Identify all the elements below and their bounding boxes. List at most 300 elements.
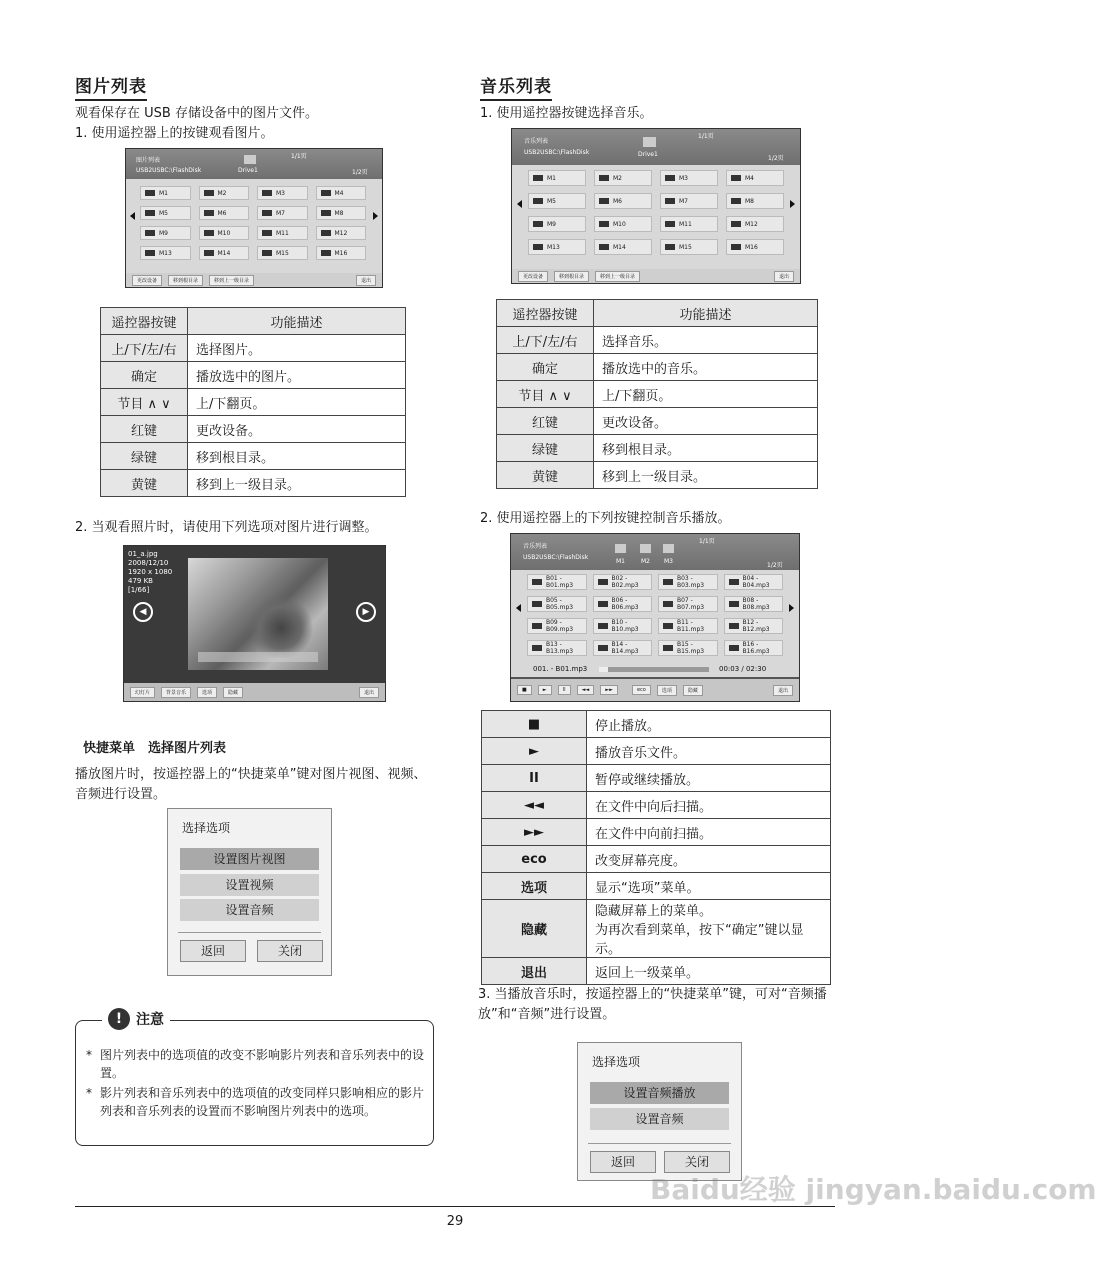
file-item[interactable] bbox=[257, 246, 308, 260]
file-label: M10 bbox=[613, 220, 626, 228]
folder-icon bbox=[533, 244, 543, 250]
file-label: B09 - B09.mp3 bbox=[546, 619, 574, 633]
file-item[interactable] bbox=[199, 186, 250, 200]
table-key: 红键 bbox=[497, 408, 594, 435]
control-row bbox=[482, 873, 831, 900]
music-note-icon bbox=[663, 601, 673, 607]
table-desc: 播放音乐文件。 bbox=[587, 738, 831, 765]
option-picture-view[interactable]: 设置图片视图 bbox=[180, 848, 319, 870]
folder-icon bbox=[321, 190, 331, 196]
shot-path: USB2USBC:\FlashDisk bbox=[523, 554, 589, 561]
bar-button[interactable]: 隐藏 bbox=[223, 687, 243, 698]
table-desc: 播放选中的图片。 bbox=[188, 362, 406, 389]
play-button[interactable]: ► bbox=[538, 685, 552, 695]
file-label: M1 bbox=[547, 174, 556, 182]
intro-text: 观看保存在 USB 存储设备中的图片文件。 bbox=[75, 106, 318, 121]
file-label: B06 - B06.mp3 bbox=[611, 597, 639, 611]
table-key: 上/下/左/右 bbox=[497, 327, 594, 354]
folder-icon bbox=[615, 544, 626, 553]
file-label: M7 bbox=[276, 209, 285, 217]
file-item[interactable] bbox=[658, 574, 718, 590]
control-row bbox=[482, 958, 831, 985]
file-item[interactable] bbox=[257, 186, 308, 200]
key-row bbox=[101, 335, 406, 362]
music-note-icon bbox=[598, 623, 608, 629]
shot-title: 图片列表 bbox=[136, 157, 161, 164]
file-label: M12 bbox=[334, 229, 348, 237]
file-label: B10 - B10.mp3 bbox=[611, 619, 639, 633]
energy-saving-button[interactable]: eco bbox=[632, 685, 651, 695]
file-label: M9 bbox=[159, 229, 168, 237]
file-label: M2 bbox=[217, 189, 227, 197]
file-label: M1 bbox=[159, 189, 168, 197]
file-item[interactable] bbox=[527, 618, 587, 634]
key-table-picture bbox=[100, 307, 406, 497]
key-row bbox=[497, 381, 818, 408]
shot-page-right: 1/2页 bbox=[768, 155, 784, 162]
control-row bbox=[482, 900, 831, 958]
table-desc: 上/下翻页。 bbox=[188, 389, 406, 416]
music-step-1-text: 1. 使用遥控器按键选择音乐。 bbox=[480, 106, 653, 121]
music-note-icon bbox=[532, 601, 542, 607]
file-item[interactable] bbox=[724, 574, 784, 590]
folder-icon bbox=[533, 221, 543, 227]
file-label: M7 bbox=[679, 197, 688, 205]
shot-path: USB2USBC:\FlashDisk bbox=[136, 167, 202, 174]
key-table-music bbox=[496, 299, 818, 489]
folder-icon bbox=[640, 544, 651, 553]
table-desc: 更改设备。 bbox=[594, 408, 818, 435]
shot-title: 音乐列表 bbox=[524, 138, 549, 145]
file-label: M16 bbox=[334, 249, 348, 257]
progress-bar[interactable] bbox=[599, 667, 709, 672]
file-label: M8 bbox=[745, 197, 754, 205]
music-control-bar bbox=[511, 679, 799, 701]
note-item: * 图片列表中的选项值的改变不影响影片列表和音乐列表中的设置。 bbox=[84, 1046, 424, 1082]
file-label: M15 bbox=[679, 243, 692, 251]
folder-icon bbox=[321, 250, 331, 256]
table-desc: 改变屏幕亮度。 bbox=[587, 846, 831, 873]
folder-icon bbox=[731, 175, 741, 181]
file-item[interactable] bbox=[528, 216, 586, 232]
music-note-icon bbox=[729, 623, 739, 629]
table-desc: 移到根目录。 bbox=[594, 435, 818, 462]
key-row bbox=[497, 354, 818, 381]
music-step-3-text: 3. 当播放音乐时，按遥控器上的“快捷菜单”键，可对“音频播放”和“音频”进行设置。 bbox=[478, 987, 827, 1022]
file-item[interactable] bbox=[593, 596, 653, 612]
stop-button[interactable]: ■ bbox=[517, 685, 532, 695]
photo-image bbox=[188, 558, 328, 670]
file-grid bbox=[528, 170, 784, 255]
table-key: 节目 ∧ ∨ bbox=[101, 389, 188, 416]
close-button[interactable]: 关闭 bbox=[664, 1151, 730, 1173]
folder-icon bbox=[204, 190, 214, 196]
table-key: 节目 ∧ ∨ bbox=[497, 381, 594, 408]
shot-page-right: 1/2页 bbox=[767, 562, 783, 569]
option-audio[interactable]: 设置音频 bbox=[180, 899, 319, 921]
options-button[interactable]: 选项 bbox=[657, 685, 677, 696]
key-row bbox=[101, 389, 406, 416]
control-row bbox=[482, 819, 831, 846]
photo-info bbox=[128, 550, 172, 595]
shot-page: 1/1页 bbox=[699, 538, 715, 545]
table-desc: 暂停或继续播放。 bbox=[587, 765, 831, 792]
table-key: ►► bbox=[482, 819, 587, 846]
file-label: M15 bbox=[276, 249, 289, 257]
control-row bbox=[482, 846, 831, 873]
file-item[interactable] bbox=[528, 239, 586, 255]
control-row bbox=[482, 765, 831, 792]
folder-icon bbox=[321, 230, 331, 236]
file-label: M9 bbox=[547, 220, 556, 228]
table-key: 退出 bbox=[482, 958, 587, 985]
warning-icon: ! bbox=[108, 1008, 130, 1030]
folder-icon bbox=[533, 175, 543, 181]
folder-icon bbox=[533, 198, 543, 204]
rewind-button[interactable]: ◄◄ bbox=[577, 685, 595, 695]
file-item[interactable] bbox=[140, 246, 191, 260]
file-label: B16 - B16.mp3 bbox=[742, 641, 770, 655]
file-item[interactable] bbox=[658, 596, 718, 612]
bar-button[interactable]: 选项 bbox=[197, 687, 217, 698]
folder-icon bbox=[204, 210, 214, 216]
music-note-icon bbox=[598, 645, 608, 651]
file-label: M2 bbox=[613, 174, 622, 182]
table-key: 绿键 bbox=[101, 443, 188, 470]
file-item[interactable] bbox=[726, 170, 784, 186]
file-item[interactable] bbox=[528, 193, 586, 209]
control-row bbox=[482, 738, 831, 765]
file-label: B15 - B15.mp3 bbox=[677, 641, 705, 655]
file-label: M14 bbox=[217, 249, 231, 257]
file-label: M11 bbox=[679, 220, 692, 228]
folder-icon bbox=[731, 221, 741, 227]
table-header: 功能描述 bbox=[188, 308, 406, 335]
page-number: 29 bbox=[446, 1214, 464, 1229]
file-item[interactable] bbox=[199, 246, 250, 260]
music-note-icon bbox=[729, 579, 739, 585]
bar-button[interactable]: 移到上一级目录 bbox=[209, 275, 254, 286]
folder-icon bbox=[145, 190, 155, 196]
now-playing: 001. - B01.mp3 bbox=[533, 665, 588, 673]
file-label: M6 bbox=[217, 209, 227, 217]
back-button[interactable]: 返回 bbox=[180, 940, 246, 962]
shot-bottom-bar bbox=[512, 269, 800, 283]
file-label: B13 - B13.mp3 bbox=[546, 641, 574, 655]
folder-icon bbox=[262, 190, 272, 196]
file-item[interactable] bbox=[660, 170, 718, 186]
shot-page: 1/1页 bbox=[291, 153, 307, 160]
table-desc: 在文件中向后扫描。 bbox=[587, 792, 831, 819]
file-label: M8 bbox=[334, 209, 344, 217]
table-header: 遥控器按键 bbox=[101, 308, 188, 335]
file-item[interactable] bbox=[257, 206, 308, 220]
folder-icon bbox=[145, 250, 155, 256]
file-label: M4 bbox=[334, 189, 344, 197]
file-label: M5 bbox=[547, 197, 556, 205]
file-item[interactable] bbox=[724, 640, 784, 656]
table-desc: 返回上一级菜单。 bbox=[587, 958, 831, 985]
folder-label: M2 bbox=[641, 558, 650, 565]
table-key: ◄◄ bbox=[482, 792, 587, 819]
folder-label: M1 bbox=[616, 558, 625, 565]
table-key: 确定 bbox=[497, 354, 594, 381]
file-label: B07 - B07.mp3 bbox=[677, 597, 705, 611]
file-item[interactable] bbox=[660, 193, 718, 209]
control-row bbox=[482, 792, 831, 819]
folder-icon bbox=[599, 175, 609, 181]
bar-button[interactable]: 退出 bbox=[359, 687, 379, 698]
file-item[interactable] bbox=[527, 596, 587, 612]
file-label: M3 bbox=[276, 189, 285, 197]
folder-icon bbox=[599, 221, 609, 227]
folder-icon bbox=[204, 250, 214, 256]
table-desc: 更改设备。 bbox=[188, 416, 406, 443]
key-row bbox=[101, 416, 406, 443]
table-key: 上/下/左/右 bbox=[101, 335, 188, 362]
shot-path: USB2USBC:\FlashDisk bbox=[524, 149, 590, 156]
folder-icon bbox=[262, 210, 272, 216]
folder-icon bbox=[599, 198, 609, 204]
options-dialog-music bbox=[577, 1042, 742, 1181]
note-title: 注意 bbox=[136, 1012, 164, 1028]
key-row bbox=[101, 443, 406, 470]
file-label: B02 - B02.mp3 bbox=[611, 575, 639, 589]
file-item[interactable] bbox=[316, 246, 367, 260]
file-label: M11 bbox=[276, 229, 289, 237]
file-label: B01 - B01.mp3 bbox=[546, 575, 574, 589]
option-audio[interactable]: 设置音频 bbox=[590, 1108, 729, 1130]
left-arrow-icon[interactable] bbox=[130, 212, 135, 220]
note-item: * 影片列表和音乐列表中的选项值的改变同样只影响相应的影片列表和音乐列表的设置而不影响图片列表中的选项。 bbox=[84, 1084, 424, 1120]
file-label: M16 bbox=[745, 243, 758, 251]
option-video[interactable]: 设置视频 bbox=[180, 874, 319, 896]
table-key: II bbox=[482, 765, 587, 792]
folder-icon bbox=[204, 230, 214, 236]
music-note-icon bbox=[532, 645, 542, 651]
file-item[interactable] bbox=[199, 206, 250, 220]
bar-button[interactable]: 更改设备 bbox=[518, 271, 548, 282]
folder-icon bbox=[244, 155, 256, 164]
file-label: M5 bbox=[159, 209, 168, 217]
photo-info-line: 479 KB bbox=[128, 577, 153, 585]
folder-icon bbox=[731, 244, 741, 250]
table-key: 黄键 bbox=[497, 462, 594, 489]
table-desc: 在文件中向前扫描。 bbox=[587, 819, 831, 846]
table-header: 遥控器按键 bbox=[497, 300, 594, 327]
file-label: M12 bbox=[745, 220, 758, 228]
shot-drive: Drive1 bbox=[238, 167, 258, 174]
key-row bbox=[101, 470, 406, 497]
table-key: eco bbox=[482, 846, 587, 873]
step-2-text: 2. 当观看照片时，请使用下列选项对图片进行调整。 bbox=[75, 520, 378, 535]
key-row bbox=[101, 362, 406, 389]
close-button[interactable]: 关闭 bbox=[257, 940, 323, 962]
dialog-title: 选择选项 bbox=[182, 821, 231, 835]
control-table bbox=[481, 710, 831, 985]
folder-icon bbox=[145, 230, 155, 236]
next-arrow-icon[interactable]: ▶ bbox=[356, 602, 376, 622]
file-item[interactable] bbox=[724, 618, 784, 634]
folder-icon bbox=[643, 137, 656, 147]
table-key: 隐藏 bbox=[482, 900, 587, 958]
folder-icon bbox=[262, 250, 272, 256]
previous-arrow-icon[interactable]: ◀ bbox=[133, 602, 153, 622]
control-row bbox=[482, 711, 831, 738]
file-label: B12 - B12.mp3 bbox=[742, 619, 770, 633]
folder-icon bbox=[663, 544, 674, 553]
shot-page: 1/1页 bbox=[698, 133, 714, 140]
bar-button[interactable]: 移到上一级目录 bbox=[595, 271, 640, 282]
folder-icon bbox=[731, 198, 741, 204]
file-item[interactable] bbox=[140, 186, 191, 200]
table-desc: 隐藏屏幕上的菜单。 为再次看到菜单，按下“确定”键以显示。 bbox=[587, 900, 831, 958]
file-grid bbox=[140, 186, 366, 260]
file-label: B03 - B03.mp3 bbox=[677, 575, 705, 589]
file-item[interactable] bbox=[528, 170, 586, 186]
music-note-icon bbox=[598, 579, 608, 585]
file-item[interactable] bbox=[593, 574, 653, 590]
file-item[interactable] bbox=[726, 193, 784, 209]
file-item[interactable] bbox=[594, 216, 652, 232]
hide-button[interactable]: 隐藏 bbox=[683, 685, 703, 696]
file-item[interactable] bbox=[660, 216, 718, 232]
file-item[interactable] bbox=[593, 618, 653, 634]
folder-icon bbox=[665, 175, 675, 181]
table-key: 选项 bbox=[482, 873, 587, 900]
quick-menu-desc: 播放图片时，按遥控器上的“快捷菜单”键对图片视图、视频、音频进行设置。 bbox=[75, 767, 427, 802]
quick-menu-title: 快捷菜单 选择图片列表 bbox=[83, 741, 227, 756]
exit-button[interactable]: 退出 bbox=[773, 685, 793, 696]
shot-title: 音乐列表 bbox=[523, 543, 548, 550]
file-label: B05 - B05.mp3 bbox=[546, 597, 574, 611]
play-time: 00:03 / 02:30 bbox=[719, 665, 767, 673]
music-note-icon bbox=[663, 579, 673, 585]
file-item[interactable] bbox=[660, 239, 718, 255]
table-desc: 上/下翻页。 bbox=[594, 381, 818, 408]
music-note-icon bbox=[598, 601, 608, 607]
right-arrow-icon[interactable] bbox=[790, 200, 795, 208]
file-item[interactable] bbox=[593, 640, 653, 656]
shot-page-right: 1/2页 bbox=[352, 169, 368, 176]
key-row bbox=[497, 408, 818, 435]
table-desc: 移到上一级目录。 bbox=[594, 462, 818, 489]
music-note-icon bbox=[729, 645, 739, 651]
photo-info-line: [1/66] bbox=[128, 586, 150, 594]
file-item[interactable] bbox=[316, 206, 367, 220]
table-header: 功能描述 bbox=[594, 300, 818, 327]
left-arrow-icon[interactable] bbox=[517, 200, 522, 208]
folder-icon bbox=[665, 221, 675, 227]
key-row bbox=[497, 435, 818, 462]
file-item[interactable] bbox=[199, 226, 250, 240]
file-label: M13 bbox=[159, 249, 172, 257]
file-item[interactable] bbox=[658, 640, 718, 656]
section-title-picture-list: 图片列表 bbox=[75, 72, 147, 101]
bar-button[interactable]: 背景音乐 bbox=[161, 687, 191, 698]
file-item[interactable] bbox=[658, 618, 718, 634]
file-item[interactable] bbox=[594, 193, 652, 209]
table-desc: 选择音乐。 bbox=[594, 327, 818, 354]
table-key: ► bbox=[482, 738, 587, 765]
file-label: M3 bbox=[679, 174, 688, 182]
pause-button[interactable]: II bbox=[558, 685, 571, 695]
file-item[interactable] bbox=[724, 596, 784, 612]
file-item[interactable] bbox=[316, 226, 367, 240]
photo-info-line: 01_a.jpg bbox=[128, 550, 158, 558]
option-audio-playback[interactable]: 设置音频播放 bbox=[590, 1082, 729, 1104]
photo-info-line: 1920 x 1080 bbox=[128, 568, 173, 576]
file-item[interactable] bbox=[257, 226, 308, 240]
table-key: 红键 bbox=[101, 416, 188, 443]
bar-button[interactable]: 移到根目录 bbox=[554, 271, 589, 282]
bar-button[interactable]: 退出 bbox=[356, 275, 376, 286]
music-step-2-text: 2. 使用遥控器上的下列按键控制音乐播放。 bbox=[480, 511, 731, 526]
music-note-icon bbox=[729, 601, 739, 607]
left-arrow-icon[interactable] bbox=[516, 604, 521, 612]
folder-icon bbox=[321, 210, 331, 216]
table-desc: 移到根目录。 bbox=[188, 443, 406, 470]
dialog-title: 选择选项 bbox=[592, 1055, 641, 1069]
bar-button[interactable]: 幻灯片 bbox=[130, 687, 155, 698]
music-note-icon bbox=[663, 623, 673, 629]
table-key: 黄键 bbox=[101, 470, 188, 497]
file-item[interactable] bbox=[594, 239, 652, 255]
photo-viewer-screenshot bbox=[123, 545, 386, 702]
file-item[interactable] bbox=[140, 226, 191, 240]
picture-list-screenshot bbox=[125, 148, 383, 288]
folder-icon bbox=[599, 244, 609, 250]
folder-label: M3 bbox=[664, 558, 673, 565]
bar-button[interactable]: 移到根目录 bbox=[168, 275, 203, 286]
music-note-icon bbox=[532, 579, 542, 585]
right-arrow-icon[interactable] bbox=[373, 212, 378, 220]
right-arrow-icon[interactable] bbox=[789, 604, 794, 612]
key-row bbox=[497, 327, 818, 354]
file-label: B11 - B11.mp3 bbox=[677, 619, 705, 633]
shot-drive: Drive1 bbox=[638, 151, 658, 158]
file-label: M6 bbox=[613, 197, 622, 205]
back-button[interactable]: 返回 bbox=[590, 1151, 656, 1173]
table-key: 绿键 bbox=[497, 435, 594, 462]
table-key: 确定 bbox=[101, 362, 188, 389]
folder-icon bbox=[665, 244, 675, 250]
section-title-music-list: 音乐列表 bbox=[480, 72, 552, 101]
photo-control-bar bbox=[124, 683, 385, 701]
bar-button[interactable]: 退出 bbox=[774, 271, 794, 282]
fast-forward-button[interactable]: ►► bbox=[600, 685, 618, 695]
file-item[interactable] bbox=[140, 206, 191, 220]
note-box bbox=[75, 1011, 434, 1146]
file-item[interactable] bbox=[527, 574, 587, 590]
folder-icon bbox=[145, 210, 155, 216]
photo-info-line: 2008/12/10 bbox=[128, 559, 169, 567]
file-item[interactable] bbox=[726, 216, 784, 232]
folder-icon bbox=[262, 230, 272, 236]
file-item[interactable] bbox=[527, 640, 587, 656]
file-item[interactable] bbox=[594, 170, 652, 186]
watermark: Baidu经验 jingyan.baidu.com bbox=[650, 1173, 1097, 1206]
file-label: B08 - B08.mp3 bbox=[742, 597, 770, 611]
file-item[interactable] bbox=[316, 186, 367, 200]
file-label: B14 - B14.mp3 bbox=[611, 641, 639, 655]
step-1-text: 1. 使用遥控器上的按键观看图片。 bbox=[75, 126, 274, 141]
music-note-icon bbox=[663, 645, 673, 651]
music-note-icon bbox=[532, 623, 542, 629]
file-label: M14 bbox=[613, 243, 626, 251]
bar-button[interactable]: 更改设备 bbox=[132, 275, 162, 286]
file-item[interactable] bbox=[726, 239, 784, 255]
